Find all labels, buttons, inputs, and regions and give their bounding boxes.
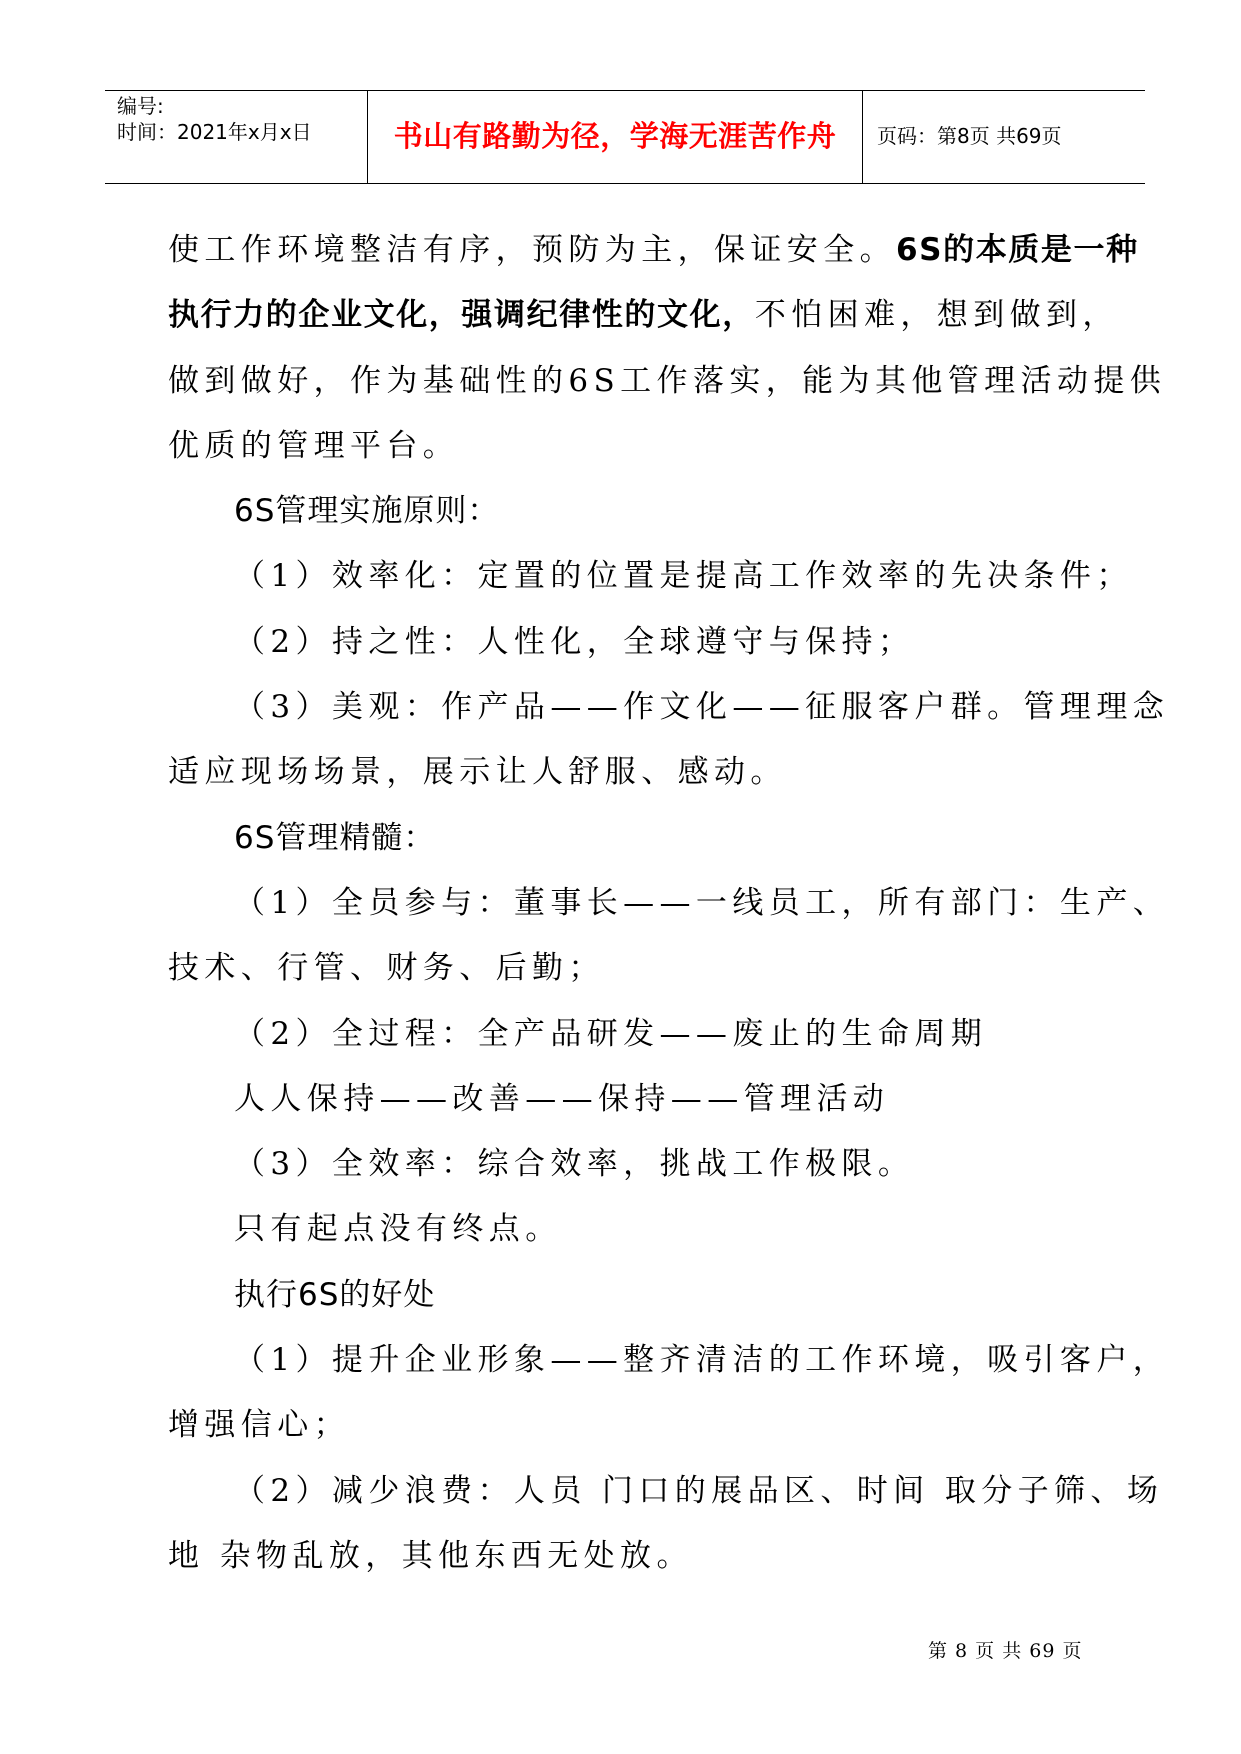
page-footer-number: 第 8 页 共 69 页: [928, 1640, 1083, 1662]
text-run: （1）全员参与：董事长——一线员工，所有部门：生产、: [234, 884, 1170, 921]
paragraph-line: [168, 740, 1108, 805]
header-motto: 书山有路勤为径，学海无涯苦作舟: [393, 119, 837, 153]
list-item: [168, 610, 1108, 675]
text-run: 人人保持——改善——保持——管理活动: [234, 1080, 890, 1117]
bold-text-run: 6S的本质是一种: [896, 232, 1139, 268]
text-run: 增强信心；: [168, 1407, 350, 1444]
list-item: [168, 544, 1133, 609]
header-motto-cell: [367, 91, 863, 183]
list-item: [168, 1132, 1108, 1197]
text-run: 6S管理精髓：: [234, 819, 436, 856]
paragraph-line: [168, 936, 1108, 1001]
paragraph-line: [168, 414, 1108, 479]
bold-text-run: 执行力的企业文化，强调纪律性的文化，: [168, 297, 755, 334]
header-page-cell: [863, 91, 1145, 183]
section-heading: [168, 806, 1108, 871]
section-heading: [168, 1263, 1108, 1328]
paragraph-line: [168, 1393, 1108, 1458]
text-run: 优质的管理平台。: [168, 427, 460, 464]
paragraph-line: [168, 283, 1119, 348]
text-run: （2）持之性：人性化，全球遵守与保持；: [234, 623, 915, 660]
paragraph-line: [168, 349, 1167, 414]
text-run: 不怕困难，想到做到，: [754, 297, 1119, 334]
paragraph-line: [168, 1524, 1108, 1589]
text-run: （1）提升企业形象——整齐清洁的工作环境，吸引客户，: [234, 1342, 1170, 1379]
text-run: 做到做好，作为基础性的6S工作落实，能为其他管理活动提供: [168, 362, 1167, 399]
text-run: （2）减少浪费：人员 门口的展品区、时间 取分子筛、场: [234, 1472, 1164, 1509]
text-run: 执行6S的好处: [234, 1276, 436, 1313]
text-run: （2）全过程：全产品研发——废止的生命周期: [234, 1015, 988, 1052]
paragraph-line: [168, 1197, 1108, 1262]
document-body: [168, 218, 1170, 1589]
text-run: （3）全效率：综合效率，挑战工作极限。: [234, 1146, 915, 1183]
text-run: （1）效率化：定置的位置是提高工作效率的先决条件；: [234, 558, 1133, 595]
header-page-number: 页码：第8页 共69页: [877, 124, 1062, 148]
document-number-label: 编号:: [117, 94, 164, 118]
text-run: 适应现场场景，展示让人舒服、感动。: [168, 754, 787, 791]
text-run: 技术、行管、财务、后勤；: [168, 950, 605, 987]
text-run: （3）美观：作产品——作文化——征服客户群。管理理念: [234, 689, 1170, 726]
document-time-label: 时间：2021年x月x日: [117, 120, 312, 144]
paragraph-line: [168, 218, 1139, 283]
list-item: [168, 1002, 1108, 1067]
text-run: 6S管理实施原则：: [234, 493, 500, 530]
list-item: [168, 675, 1170, 740]
paragraph-line: [168, 1067, 1108, 1132]
list-item: [168, 1328, 1170, 1393]
section-heading: [168, 479, 1108, 544]
text-run: 使工作环境整洁有序，预防为主，保证安全。: [168, 232, 896, 268]
page-header: [105, 90, 1145, 184]
list-item: [168, 871, 1170, 936]
list-item: [168, 1459, 1164, 1524]
text-run: 只有起点没有终点。: [234, 1211, 562, 1248]
text-run: 地 杂物乱放，其他东西无处放。: [168, 1537, 693, 1574]
header-info-cell: [105, 91, 367, 183]
